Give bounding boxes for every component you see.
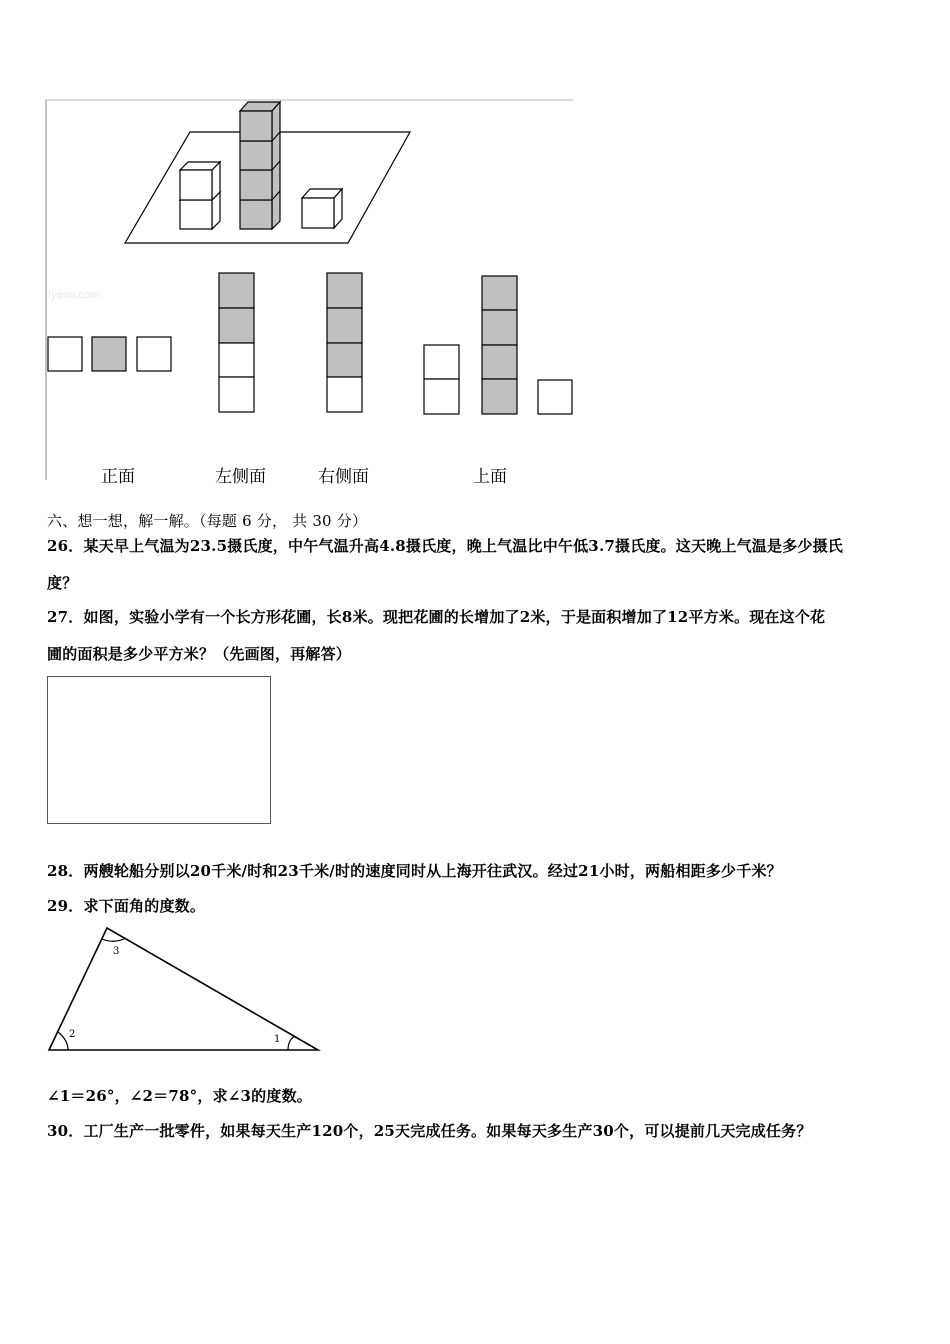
left-cube-stack: [180, 162, 220, 229]
left-side-view-label: 左侧面: [215, 467, 266, 487]
top-view-label: 上面: [473, 467, 507, 487]
angle-3-arc: [102, 938, 126, 941]
question-27-line2: 圃的面积是多少平方米？（先画图，再解答）: [47, 645, 352, 663]
question-27-line1: 27．如图，实验小学有一个长方形花圃，长8米。现把花圃的长增加了2米，于是面积增加了12平方米。现在这个花: [47, 608, 826, 626]
front-view-drawing: [48, 337, 171, 371]
triangle: [49, 928, 318, 1050]
front-view-label: 正面: [101, 467, 135, 487]
right-side-view-drawing: [327, 273, 362, 412]
question-29: 29．求下面角的度数。: [47, 897, 206, 915]
angle-1-label: 1: [274, 1034, 281, 1045]
watermark: lyeoo.com: [48, 290, 100, 301]
angle-2-label: 2: [69, 1029, 76, 1040]
question-30: 30．工厂生产一批零件，如果每天生产120个，25天完成任务。如果每天多生产30个，可以提前几天完成任务？: [47, 1122, 812, 1140]
angle-3-label: 3: [113, 946, 120, 957]
top-view-drawing: [424, 276, 572, 414]
question-26-line2: 度？: [47, 574, 78, 592]
right-cube: [302, 189, 342, 228]
middle-cube-stack: [240, 102, 280, 229]
cube-figure-drawing: [0, 0, 950, 500]
angle-2-arc: [58, 1032, 68, 1050]
left-side-view-drawing: [219, 273, 254, 412]
question-28: 28．两艘轮船分别以20千米/时和23千米/时的速度同时从上海开往武汉。经过21小时，两船相距多少千米？: [47, 862, 782, 880]
triangle-drawing: [0, 920, 320, 1060]
right-side-view-label: 右侧面: [318, 467, 369, 487]
question-26-line1: 26．某天早上气温为23.5摄氏度，中午气温升高4.8摄氏度，晚上气温比中午低3.7摄氏度。这天晚上气温是多少摄氏: [47, 537, 844, 555]
angle-1-arc: [288, 1036, 295, 1050]
question-29-condition: ∠1＝26°，∠2＝78°，求∠3的度数。: [47, 1087, 312, 1105]
garden-rectangle: [47, 676, 271, 824]
section-six-heading: 六、想一想，解一解。（每题 6 分， 共 30 分）: [47, 512, 368, 530]
